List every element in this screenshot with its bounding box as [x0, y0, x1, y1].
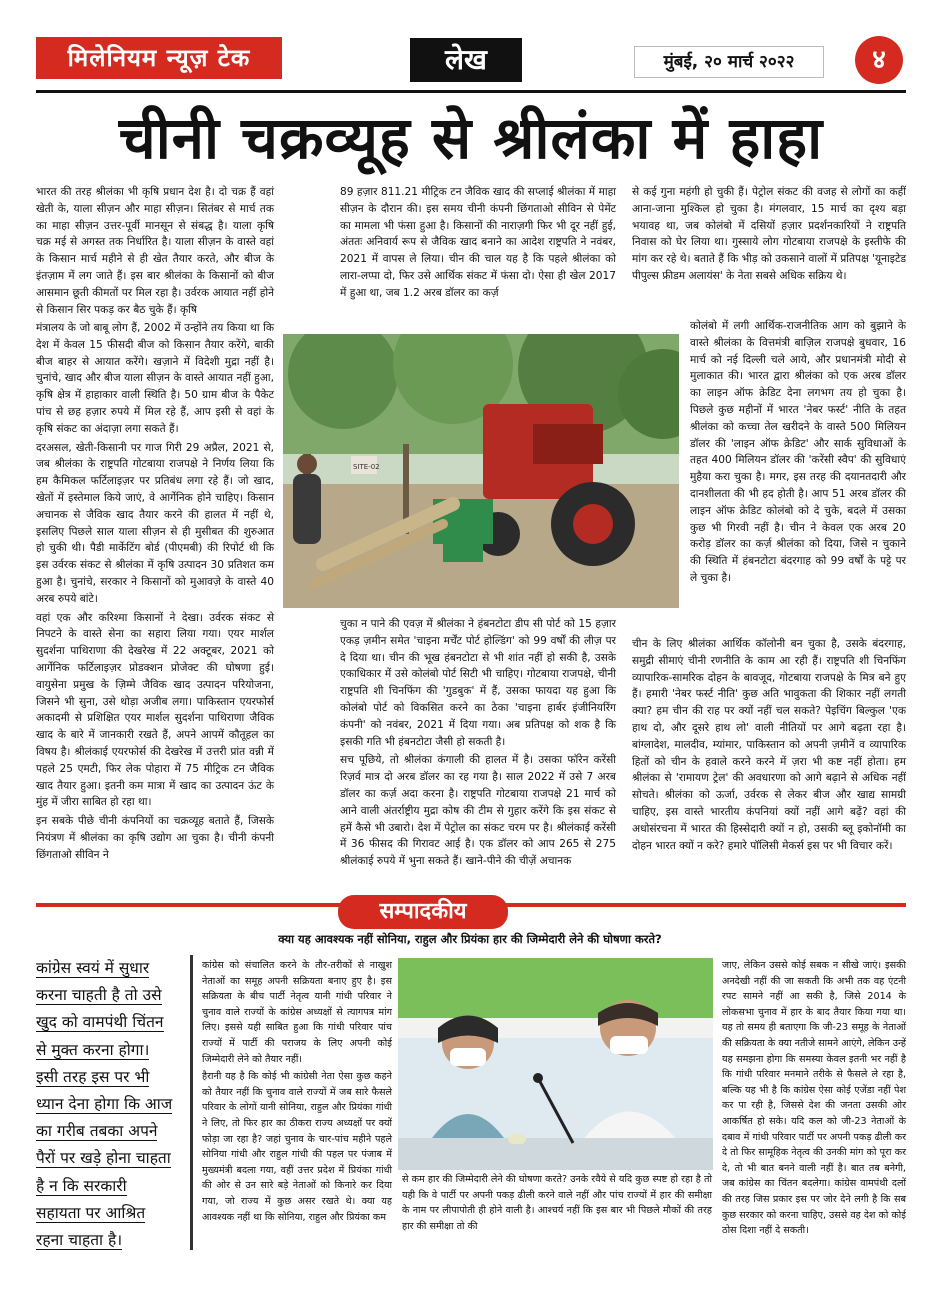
article-paragraph: भारत की तरह श्रीलंका भी कृषि प्रधान देश है। दो चक्र हैं वहां खेती के, याला सीज़न और माहा सीज़न। सितंबर से मार्च तक का माहा सीज़न उत्तर-पूर्वी मानसून से संबद्ध है। याला कृषि चक्र मई से अगस्त तक निर्धारित है। याला सीज़न के वास्ते वहां के किसान मार्च महीने से ही खेत तैयार करते, और बीज के इंतज़ाम में लग जाते हैं। इस बार श्रीलंका के किसानों को बीज आसमान छूती कीमतों पर मिल रहा है। उर्वरक आयात नहीं होने से किसान सिर पकड़ कर बैठ चुके हैं। कृषि [36, 186, 274, 316]
article-column-2-top [340, 184, 616, 304]
editorial-question: क्या यह आवश्यक नहीं सोनिया, राहुल और प्रियंका हार की जिम्मेदारी लेने की घोषणा करते? [278, 932, 662, 946]
pull-quote [36, 955, 186, 1255]
masthead-brand: मिलेनियम न्यूज़ टेक [36, 37, 282, 79]
editorial-tag: सम्पादकीय [338, 895, 508, 929]
pull-quote-line: है न कि सरकारी [36, 1176, 127, 1195]
pull-quote-line: का गरीब तबका अपने [36, 1122, 158, 1141]
article-paragraph: इन सबके पीछे चीनी कंपनियों का चक्रव्यूह बताते हैं, जिसके नियंत्रण में श्रीलंका का कृषि उद्योग आ चुका है। चीनी कंपनी छिंगताओ सीविन ने [36, 815, 274, 861]
article-column-1-top [36, 184, 274, 320]
pull-quote-line: पैरों पर खड़े होना चाहता [36, 1149, 171, 1168]
section-label: लेख [410, 38, 522, 82]
article-column-2 [340, 616, 616, 872]
article-paragraph: 89 हज़ार 811.21 मीट्रिक टन जैविक खाद की सप्लाई श्रीलंका में माहा सीज़न के दौरान की। इस समय चीनी कंपनी छिंगताओ सीविन से पेमेंट का मामला भी फंसा हुआ है। किसानों की नाराज़गी फिर भी दूर नहीं हुई, अंततः अनिवार्य रूप से जैविक खाद बनाने का आदेश राष्ट्रपति ने नवंबर, 2021 में वापस ले लिया। चीन की चाल यह है कि पहले श्रीलंका को लारा-लप्पा दो, फिर उसे आर्थिक संकट में फंसा दो। ऐसा ही खेल 2017 में हुआ था, जब 1.2 अरब डॉलर का कर्ज़ [340, 186, 616, 299]
article-paragraph: चुका न पाने की एवज़ में श्रीलंका ने हंबनटोटा डीप सी पोर्ट को 15 हज़ार एकड़ ज़मीन समेत 'चाइना मर्चेंट पोर्ट होल्डिंग' को 99 वर्षों की लीज़ पर दे दिया था। चीन की भूख हंबनटोटा से भी शांत नहीं हो सकी है, उसके एकाधिकार में उसे कोलंबो पोर्ट सिटी भी चाहिए। गोटबाया राजपक्षे, चीनी राष्ट्रपति शी चिनफिंग की 'गुडबुक' में हैं, उसका फायदा यह हुआ कि कोलंबो पोर्ट को विकसित करने का ठेका 'चाइना हार्बर इंजीनियरिंग कंपनी' को नवंबर, 2021 में दिया गया। अब प्रतिपक्ष को शक है कि इसकी गति भी हंबनटोटा जैसी हो सकती है। [340, 618, 616, 748]
editorial-paragraph: से कम हार की जिम्मेदारी लेने की घोषणा करते? उनके रवैये से यदि कुछ स्पष्ट हो रहा है तो यही कि वे पार्टी पर अपनी पकड़ ढीली करने वाले नहीं और पांच राज्यों में हार की समीक्षा के नाम पर लीपापोती ही होने वाली है। आश्चर्य नहीं कि इस बार भी पिछले मौकों की तरह हार की समीक्षा तो की [402, 1174, 712, 1232]
tractor-photo [283, 334, 679, 608]
pull-quote-line: करना चाहती है तो उसे [36, 986, 162, 1005]
leaders-photo [398, 958, 713, 1170]
pull-quote-line: इसी तरह इस पर भी [36, 1067, 150, 1086]
pull-quote-line: ध्यान देना होगा कि आज [36, 1095, 173, 1114]
dateline: मुंबई, २० मार्च २०२२ [634, 46, 824, 78]
site-sign-text: SITE-02 [353, 463, 380, 471]
pull-quote-line: कांग्रेस स्वयं में सुधार [36, 959, 150, 977]
article-column-1 [36, 320, 274, 866]
headline: चीनी चक्रव्यूह से श्रीलंका में हाहा [118, 104, 824, 172]
article-paragraph: चीन के लिए श्रीलंका आर्थिक कॉलोनी बन चुका है, उसके बंदरगाह, समुद्री सीमाएं चीनी रणनीति के काम आ रही हैं। राष्ट्रपति शी चिनफिंग व्यापारिक-सामरिक दोहन के बावजूद, गोटबाया राजपक्षे के मित्र बने हुए हैं। हमारी 'नेबर फर्स्ट नीति' कुछ अति भावुकता की शिकार नहीं लगती क्या? हम चीन की राह पर क्यों नहीं चल सकते? पेइचिंग बिल्कुल 'एक हाथ दो, और दूसरे हाथ लो' वाली नीतियों पर आगे बढ़ता रहा है। बांग्लादेश, मालदीव, म्यांमार, पाकिस्तान को अपनी ज़मीनें व व्यापारिक हितों को चीन के हवाले करने करने में ज़रा भी कष्ट नहीं होता। हम श्रीलंका से 'रामायण ट्रेल' की अवधारणा को आगे बढ़ाने से अधिक नहीं सोचते। श्रीलंका को ऊर्जा, उर्वरक से लेकर बीज और खाद्य सामग्री चाहिए, इस वास्ते भारतीय कंपनियां क्यों नहीं आगे बढ़ें? वहां की अधोसंरचना में भारत की हिस्सेदारी क्यों न हो, उसकी ब्लू इकोनॉमी का दोहन भारत क्यों न करे? हमारे पॉलिसी मेकर्स इस पर भी विचार करें। [632, 638, 906, 852]
editorial-column-2 [402, 1172, 712, 1236]
pull-quote-divider [190, 955, 193, 1250]
editorial-paragraph: जाए, लेकिन उससे कोई सबक न सीखे जाएं। इसकी अनदेखी नहीं की जा सकती कि अभी तक वह एंटनी रपट सामने नहीं आ सकी है, जिसे 2014 के लोकसभा चुनाव में हार के बाद तैयार किया गया था। यह तो समय ही बताएगा कि जी-23 समूह के नेताओं की सक्रियता के क्या नतीजे सामने आएंगे, लेकिन उन्हें यह समझना होगा कि समस्या केवल इतनी भर नहीं है कि गांधी परिवार मनमाने तरीके से फैसले ले रहा है, बल्कि यह भी है कि कांग्रेस ऐसा कोई एजेंडा नहीं पेश कर पा रही है, जिससे देश की जनता उसकी ओर आकर्षित हो सके। यदि कल को जी-23 नेताओं के दबाव में गांधी परिवार पार्टी पर अपनी पकड़ ढीली कर दे तो फिर सामूहिक नेतृत्व की उनकी मांग को पूरा कर दे, तो भी बात बनने वाली नहीं है। बात तब बनेगी, जब कांग्रेस का चिंतन बदलेगा। कांग्रेस वामपंथी दलों की तरह जिस प्रकार इस पर जोर देने लगी है कि सब कुछ सरकार को करना चाहिए, उससे वह देश को कोई ठोस दिशा नहीं दे सकती। [722, 960, 906, 1237]
pull-quote-line: सहायता पर आश्रित [36, 1203, 146, 1222]
pull-quote-line: से मुक्त करना होगा। [36, 1040, 150, 1059]
pull-quote-line: रहना चाहता है। [36, 1231, 123, 1250]
editorial-paragraph: हैरानी यह है कि कोई भी कांग्रेसी नेता ऐसा कुछ कहने को तैयार नहीं कि चुनाव वाले राज्यों में जब सारे फैसले परिवार के लोगों यानी सोनिया, राहुल और प्रियंका गांधी ने लिए, तो फिर हार का ठीकरा राज्य अध्यक्षों पर क्यों फोड़ा जा रहा है? जहां चुनाव के चार-पांच महीने पहले सोनिया गांधी और राहुल गांधी की पहल पर पंजाब में मुख्यमंत्री बदला गया, वहीं उत्तर प्रदेश में प्रियंका गांधी की ओर से उन सारे बड़े नेताओं को किनारे कर दिया गया, जो राज्य में कुछ असर रखते थे। क्या यह आवश्यक नहीं था कि सोनिया, राहुल और प्रियंका कम [202, 1071, 392, 1223]
pull-quote-line: खुद को वामपंथी चिंतन [36, 1013, 164, 1032]
article-paragraph: दरअसल, खेती-किसानी पर गाज गिरी 29 अप्रैल, 2021 से, जब श्रीलंका के राष्ट्रपति गोटबाया राजपक्षे ने निर्णय लिया कि हम कैमिकल फर्टिलाइज़र पर प्रतिबंध लगा रहे हैं। जो खाद, खेतों में इस्तेमाल किये जाएं, वे आर्गेनिक होने चाहिए। किसान अचानक से जैविक खाद तैयार करने की हालत में नहीं थे, इसलिए पिछले साल याला सीज़न से ही मुसीबत की शुरुआत हो चुकी थी। पैडी मार्केटिंग बोर्ड (पीएमबी) की रिपोर्ट थी कि इस उर्वरक संकट से श्रीलंका में कृषि उत्पादन 30 प्रतिशत कम हुआ है। चुनांचे, सरकार ने किसानों को मुआवज़े के वास्ते 40 अरब रुपये बांटे। [36, 441, 274, 605]
article-paragraph: कोलंबो में लगी आर्थिक-राजनीतिक आग को बुझाने के वास्ते श्रीलंका के वित्तमंत्री बाज़िल राजपक्षे बुधवार, 16 मार्च को नई दिल्ली चले आये, और प्रधानमंत्री मोदी से मुलाकात की। भारत द्वारा श्रीलंका को एक अरब डॉलर का लाइन ऑफ क्रेडिट देना लगभग तय हो चुका है। पिछले कुछ महीनों में भारत 'नेबर फर्स्ट' नीति के तहत श्रीलंका को कच्चा तेल खरीदने के वास्ते 500 मिलियन डॉलर की 'लाइन ऑफ क्रेडिट' और सार्क सुविधाओं के तहत 400 मिलियन डॉलर की 'करेंसी स्वैप' की सुविधाएं मुहैया करा चुका है। मगर, इस तरह की दयानतदारी और दानशीलता की भी हद होती है। आप 51 अरब डॉलर की लाइन ऑफ क्रेडिट कोलंबो को दे चुके, बदले में उसका कुछ भी गिरवी नहीं है। चीन ने केवल एक अरब 20 करोड़ डॉलर का कर्ज़ श्रीलंका को दिया, जिसे न चुकाने की स्थिति में हंबनटोटा बंदरगाह को 99 वर्षों के पट्टे पर ले चुका है। [690, 320, 906, 584]
article-column-3-bottom [632, 636, 906, 856]
article-paragraph: वहां एक और करिश्मा किसानों ने देखा। उर्वरक संकट से निपटने के वास्ते सेना का सहारा लिया गया। एयर मार्शल सुदर्शना पाथिराणा की देखरेख में 22 अक्टूबर, 2021 को आर्गेनिक फर्टिलाइज़र प्रोडक्शन प्रोजेक्ट की घोषणा हुई। वायुसेना प्रमुख के ज़िम्मे जैविक खाद उत्पादन परियोजना, जिसने भी सुना, उसे थोड़ा अजीब लगा। पाकिस्तान एयरफोर्स अकादमी से प्रशिक्षित एयर मार्शल सुदर्शना पाथिराणा जैविक खाद के बारे में जानकारी रखते हैं, अपने आपमें कौतूहल का विषय है। श्रीलंकाई एयरफोर्स की देखरेख में उत्तरी प्रांत वन्नी में पहले 25 एमटी, फिर लेक पोहारा में 75 मीट्रिक टन जैविक खाद तैयार हुआ। इतनी कम मात्रा में खाद का उत्पादन ऊंट के मुंह में जीरा साबित हो रहा था। [36, 611, 274, 809]
editorial-column-1 [202, 958, 392, 1227]
article-paragraph: मंत्रालय के जो बाबू लोग हैं, 2002 में उन्होंने तय किया था कि देश में केवल 15 फीसदी बीज को किसान तैयार करेंगे, बाकी बीज बाहर से आयात करेंगे। खज़ाने में विदेशी मुद्रा नहीं है। चुनांचे, खाद और बीज याला सीज़न के वास्ते आयात नहीं हुआ, कृषि क्षेत्र में हाहाकार वाली स्थिति है। 50 ग्राम बीज के पैकेट पांच से छह हज़ार रुपये में मिल रहे हैं, आप इसी से वहां के कृषि संकट का अंदाज़ा लगा सकते हैं। [36, 322, 274, 435]
article-paragraph: से कई गुना महंगी हो चुकी हैं। पेट्रोल संकट की वजह से लोगों का कहीं आना-जाना मुश्किल हो चुका है। मंगलवार, 15 मार्च का दृश्य बड़ा भयावह था, जब कोलंबो में दसियों हज़ार प्रदर्शनकारियों ने राष्ट्रपति निवास को घेर लिया था। गुस्साये लोग गोटबाया राजपक्षे के इस्तीफे की मांग कर रहे थे। बताते हैं कि भीड़ को उकसाने वालों में प्रतिपक्ष 'यूनाइटेड पीपुल्स फ्रीडम अलायंस' के नेता सबसे अधिक सक्रिय थे। [632, 186, 906, 282]
page-number: ४ [855, 36, 903, 84]
article-column-3-top [632, 184, 906, 287]
editorial-column-3 [722, 958, 906, 1241]
editorial-paragraph: कांग्रेस को संचालित करने के तौर-तरीकों से नाखुश नेताओं का समूह अपनी सक्रियता बनाए हुए है। इस सक्रियता के बीच पार्टी नेतृत्व यानी गांधी परिवार ने चुनाव वाले राज्यों के कांग्रेस अध्यक्षों से त्यागपत्र मांग लिए। इससे यही साबित हुआ कि गांधी परिवार पांच राज्यों में पार्टी की पराजय के लिए अपनी कोई जिम्मेदारी लेने को तैयार नहीं। [202, 960, 392, 1065]
article-paragraph: सच पूछिये, तो श्रीलंका कंगाली की हालत में है। उसका फॉरेन करेंसी रिज़र्व मात्र दो अरब डॉलर का रह गया है। साल 2022 में उसे 7 अरब डॉलर का कर्ज़ अदा करना है। राष्ट्रपति गोटबाया राजपक्षे 21 मार्च को आने वाली अंतर्राष्ट्रीय मुद्रा कोष की टीम से गुहार करेंगे कि इस संकट से हमें कैसे भी उबारो। देश में पेट्रोल का संकट चरम पर है। श्रीलंकाई करेंसी में 36 फीसद की गिरावट आई है। एक डॉलर को आप 265 से 275 श्रीलंकाई रुपये में भुना सकते हैं। खाने-पीने की चीज़ें अचानक [340, 754, 616, 868]
masthead-rule [36, 90, 906, 93]
article-column-3 [690, 318, 906, 589]
